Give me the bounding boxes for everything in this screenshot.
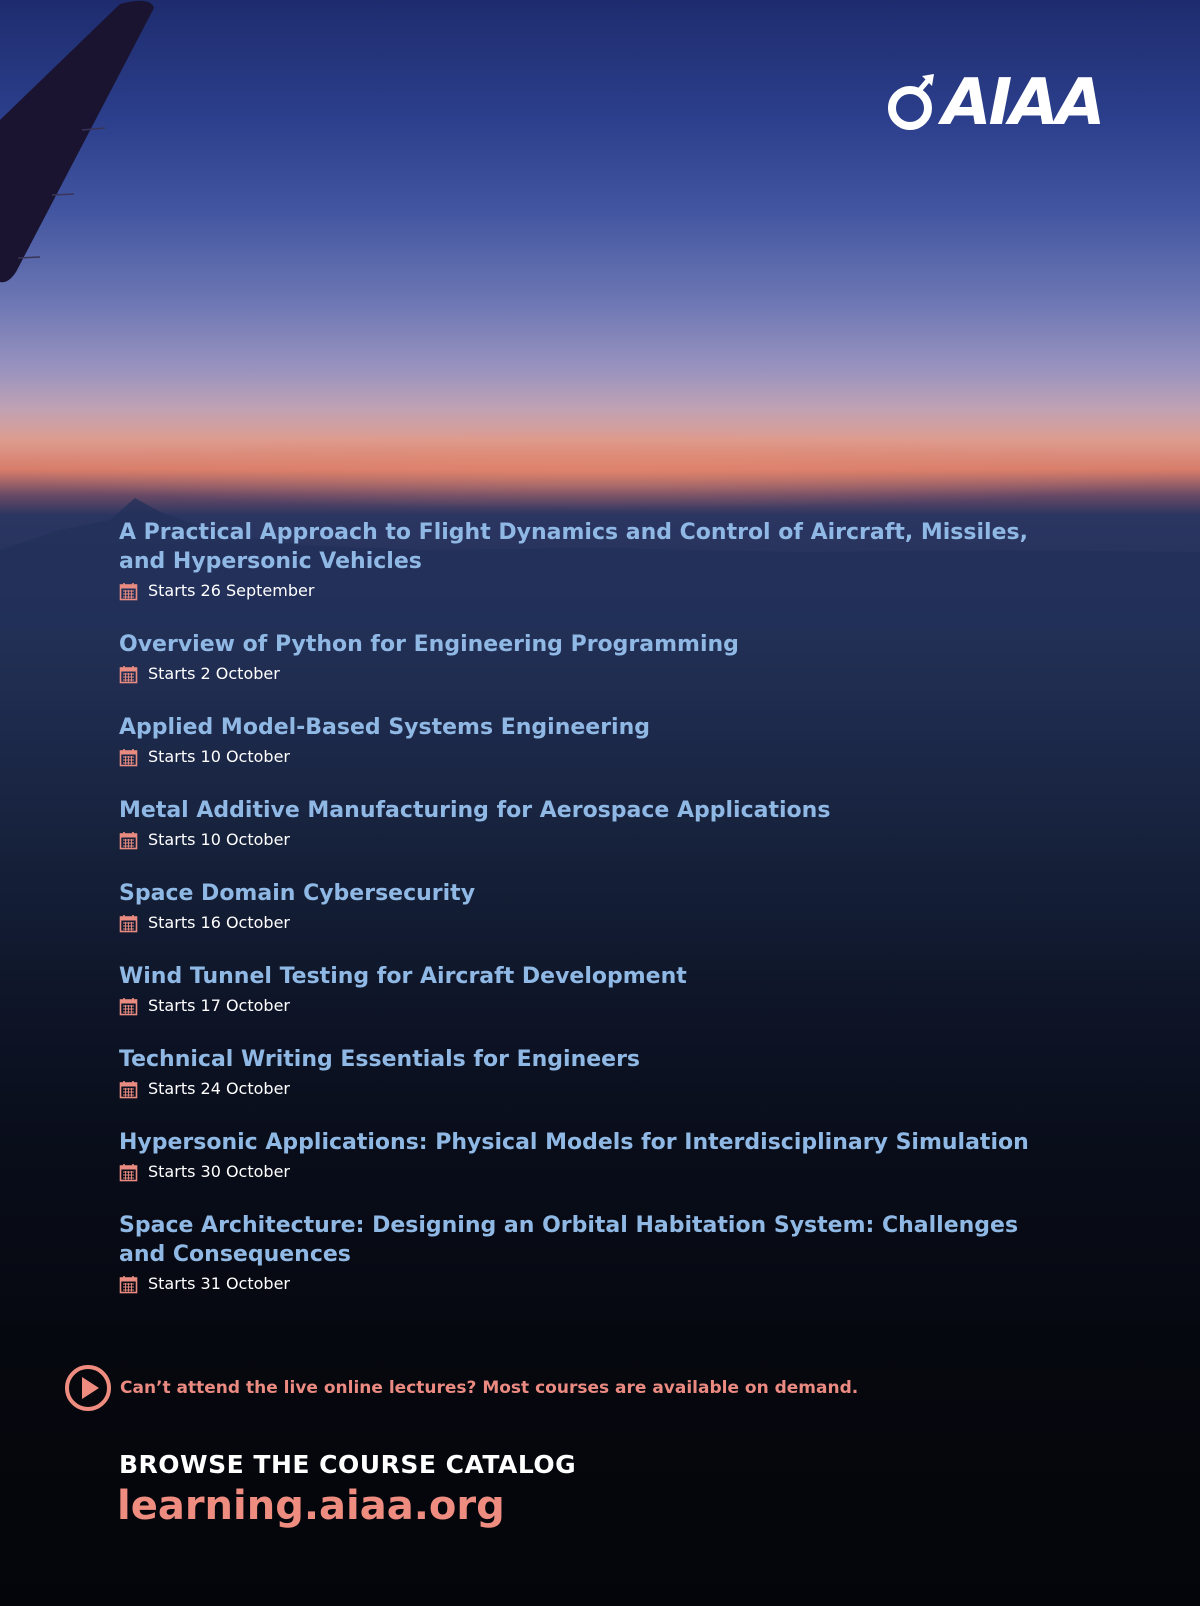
course-item[interactable] [119, 1045, 1059, 1100]
course-item[interactable] [119, 518, 1059, 602]
course-date-row [119, 829, 1059, 851]
course-start-date: Starts 26 September [148, 581, 315, 600]
course-title[interactable]: Applied Model-Based Systems Engineering [119, 715, 650, 740]
course-title[interactable]: Metal Additive Manufacturing for Aerospace Applications [119, 798, 831, 823]
aiaa-emblem-icon [888, 72, 940, 134]
course-title[interactable]: A Practical Approach to Flight Dynamics and Control of Aircraft, Missiles, and Hypersonic Vehicles [119, 520, 1028, 574]
course-title[interactable]: Space Domain Cybersecurity [119, 881, 476, 906]
course-start-date: Starts 24 October [148, 1079, 290, 1098]
course-date-row [119, 995, 1059, 1017]
course-title[interactable]: Wind Tunnel Testing for Aircraft Development [119, 964, 687, 989]
course-item[interactable] [119, 713, 1059, 768]
course-start-date: Starts 2 October [148, 664, 280, 683]
course-title[interactable]: Hypersonic Applications: Physical Models for Interdisciplinary Simulation [119, 1130, 1029, 1155]
calendar-icon [119, 831, 138, 850]
calendar-icon [119, 1275, 138, 1294]
course-item[interactable] [119, 1128, 1059, 1183]
course-item[interactable] [119, 962, 1059, 1017]
catalog-url-link[interactable]: learning.aiaa.org [117, 1483, 505, 1529]
calendar-icon [119, 582, 138, 601]
calendar-icon [119, 665, 138, 684]
calendar-icon [119, 1163, 138, 1182]
course-title[interactable]: Technical Writing Essentials for Engineers [119, 1047, 641, 1072]
aiaa-logo[interactable] [888, 66, 1118, 140]
play-circle-icon [64, 1364, 112, 1412]
calendar-icon [119, 748, 138, 767]
course-start-date: Starts 31 October [148, 1274, 290, 1293]
calendar-icon [119, 997, 138, 1016]
logo-wordmark: AIAA [942, 66, 1103, 140]
course-title[interactable]: Overview of Python for Engineering Programming [119, 632, 739, 657]
course-date-row [119, 663, 1059, 685]
course-item[interactable] [119, 796, 1059, 851]
course-start-date: Starts 16 October [148, 913, 290, 932]
course-title[interactable]: Space Architecture: Designing an Orbital Habitation System: Challenges and Consequences [119, 1213, 1019, 1267]
course-date-row [119, 580, 1059, 602]
course-start-date: Starts 30 October [148, 1162, 290, 1181]
course-date-row [119, 746, 1059, 768]
course-date-row [119, 1273, 1059, 1295]
course-date-row [119, 1078, 1059, 1100]
course-date-row [119, 912, 1059, 934]
course-start-date: Starts 10 October [148, 830, 290, 849]
course-start-date: Starts 17 October [148, 996, 290, 1015]
course-item[interactable] [119, 1211, 1059, 1295]
browse-catalog-heading: BROWSE THE COURSE CATALOG [119, 1450, 577, 1479]
course-date-row [119, 1161, 1059, 1183]
on-demand-notice[interactable] [64, 1364, 858, 1412]
calendar-icon [119, 1080, 138, 1099]
airplane-wing [0, 0, 170, 300]
course-item[interactable] [119, 879, 1059, 934]
course-item[interactable] [119, 630, 1059, 685]
calendar-icon [119, 914, 138, 933]
course-start-date: Starts 10 October [148, 747, 290, 766]
course-list [119, 518, 1059, 1323]
on-demand-text: Can’t attend the live online lectures? Most courses are available on demand. [120, 1378, 859, 1398]
